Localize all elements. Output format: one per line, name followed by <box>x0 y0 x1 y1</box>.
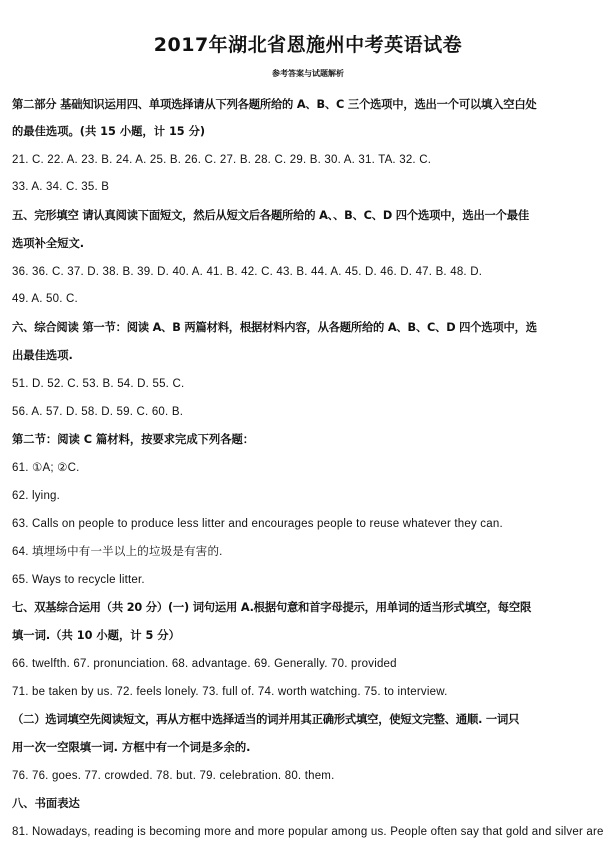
answer-line: 65. Ways to recycle litter. <box>12 574 145 586</box>
answer-line: 76. 76. goes. 77. crowded. 78. but. 79. celebration. 80. them. <box>12 770 335 782</box>
answer-line: 61. ①A; ②C. <box>12 462 80 474</box>
answer-line: 56. A. 57. D. 58. D. 59. C. 60. B. <box>12 406 184 418</box>
section-heading-basic-skills-cont: 填一词.（共 10 小题，计 5 分） <box>12 629 180 642</box>
section-heading-multiple-choice-cont: 的最佳选项。(共 15 小题，计 15 分) <box>12 125 206 138</box>
answer-line: 71. be taken by us. 72. feels lonely. 73. full of. 74. worth watching. 75. to interview. <box>12 686 448 698</box>
section-heading-reading: 六、综合阅读 第一节：阅读 A、B 两篇材料，根据材料内容，从各题所给的 A、B、C、D 四个选项中，选 <box>12 321 537 334</box>
answer-line: 49. A. 50. C. <box>12 293 78 305</box>
answer-line: 62. lying. <box>12 490 61 502</box>
answer-line: 64. 填埋场中有一半以上的垃圾是有害的. <box>12 546 223 558</box>
document-subtitle: 参考答案与试题解析 <box>272 69 344 78</box>
section-heading-reading-part2: 第二节：阅读 C 篇材料，按要求完成下列各题： <box>12 433 255 446</box>
answer-line: 63. Calls on people to produce less litter and encourages people to reuse whatever they can. <box>12 518 503 530</box>
section-heading-reading-cont: 出最佳选项. <box>12 349 73 362</box>
section-heading-cloze: 五、完形填空 请认真阅读下面短文，然后从短文后各题所给的 A、、B、C、D 四个选项中，选出一个最佳 <box>12 209 529 222</box>
document-title: 2017年湖北省恩施州中考英语试卷 <box>153 34 463 56</box>
answer-line: 81. Nowadays, reading is becoming more and more popular among us. People often say that gold and silver are <box>12 826 604 838</box>
answer-line: 36. 36. C. 37. D. 38. B. 39. D. 40. A. 41. B. 42. C. 43. B. 44. A. 45. D. 46. D. 47. B. 48. D. <box>12 266 483 278</box>
section-heading-basic-skills: 七、双基综合运用（共 20 分）(一) 词句运用 A.根据句意和首字母提示，用单词的适当形式填空，每空限 <box>12 601 532 614</box>
answer-line: 21. C. 22. A. 23. B. 24. A. 25. B. 26. C. 27. B. 28. C. 29. B. 30. A. 31. TA. 32. C. <box>12 154 432 166</box>
section-heading-word-fill-cont: 用一次一空限填一词. 方框中有一个词是多余的. <box>12 741 251 754</box>
section-heading-word-fill: （二）选词填空先阅读短文，再从方框中选择适当的词并用其正确形式填空，使短文完整、通顺. 一词只 <box>12 713 520 726</box>
section-heading-cloze-cont: 选项补全短文. <box>12 237 85 250</box>
section-heading-multiple-choice: 第二部分 基础知识运用四、单项选择请从下列各题所给的 A、B、C 三个选项中，选出一个可以填入空白处 <box>12 98 537 111</box>
answer-line: 66. twelfth. 67. pronunciation. 68. advantage. 69. Generally. 70. provided <box>12 658 397 670</box>
section-heading-writing: 八、书面表达 <box>12 797 80 810</box>
answer-line: 33. A. 34. C. 35. B <box>12 181 110 193</box>
answer-line: 51. D. 52. C. 53. B. 54. D. 55. C. <box>12 378 185 390</box>
